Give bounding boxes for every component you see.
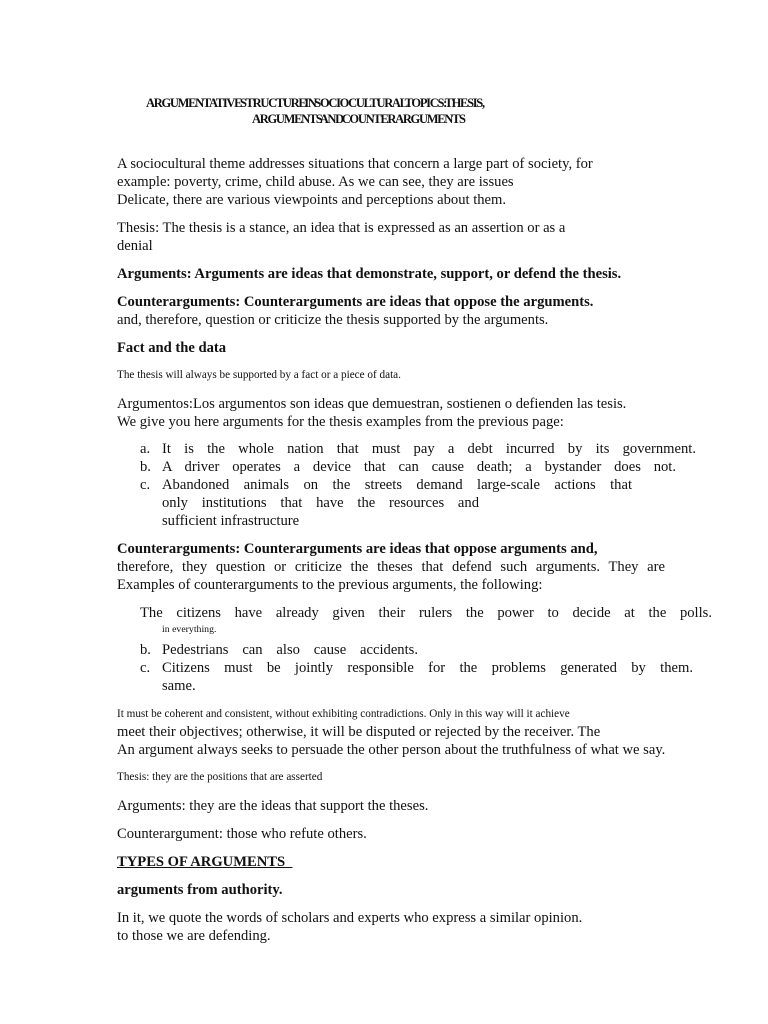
counterarguments-line-2: therefore, they question or criticize the theses that defend such arguments. They are [117, 559, 665, 575]
arg-list-item-c-line-3: sufficient infrastructure [162, 513, 300, 529]
counter-list-item-a-tail: in everything. [162, 624, 217, 635]
intro-line-2: example: poverty, crime, child abuse. As we can see, they are issues [117, 174, 514, 190]
title-line-1: ARGUMENTATIVE STRUCTURE IN SOCIOCULTURAL TOPICS: THESIS, [146, 96, 484, 110]
argumentos-line-2: We give you here arguments for the thesis examples from the previous page: [117, 414, 564, 430]
intro-line-1: A sociocultural theme addresses situations that concern a large part of society, for [117, 156, 593, 172]
coherent-line-2: meet their objectives; otherwise, it will be disputed or rejected by the receiver. The [117, 724, 601, 740]
arguments-summary: Arguments: they are the ideas that support the theses. [117, 798, 429, 814]
counter-list-item-c: Citizens must be jointly responsible for the problems generated by them. [162, 660, 693, 676]
counterarguments-definition-line-1: Counterarguments: Counterarguments are ideas that oppose the arguments. [117, 294, 594, 310]
arguments-definition: Arguments: Arguments are ideas that demonstrate, support, or defend the thesis. [117, 266, 622, 282]
counterarguments-definition-line-2: and, therefore, question or criticize the thesis supported by the arguments. [117, 312, 549, 328]
counter-list-item-b: Pedestrians can also cause accidents. [162, 642, 418, 658]
argumentos-line-1: Argumentos:Los argumentos son ideas que demuestran, sostienen o defienden las tesis. [117, 396, 627, 412]
arg-list-marker-a: a. [140, 441, 151, 457]
counterarguments-line-3: Examples of counterarguments to the previous arguments, the following: [117, 577, 543, 593]
fact-heading: Fact and the data [117, 340, 227, 356]
counterargument-summary: Counterargument: those who refute others. [117, 826, 367, 842]
thesis-summary: Thesis: they are the positions that are asserted [117, 771, 323, 783]
authority-line-1: In it, we quote the words of scholars and experts who express a similar opinion. [117, 910, 583, 926]
types-heading-underline-tail [285, 854, 292, 870]
counter-list-item-c-tail: same. [162, 678, 196, 694]
coherent-line-1: It must be coherent and consistent, without exhibiting contradictions. Only in this way will it achieve [117, 708, 570, 720]
thesis-line-2: denial [117, 238, 153, 254]
authority-heading: arguments from authority. [117, 882, 283, 898]
intro-line-3: Delicate, there are various viewpoints and perceptions about them. [117, 192, 507, 208]
arg-list-marker-c: c. [140, 477, 151, 493]
coherent-line-3: An argument always seeks to persuade the other person about the truthfulness of what we say. [117, 742, 666, 758]
types-heading-text: TYPES OF ARGUMENTS [117, 854, 286, 870]
types-heading [117, 853, 292, 871]
arg-list-item-a: It is the whole nation that must pay a debt incurred by its government. [162, 441, 696, 457]
arg-list-marker-b: b. [140, 459, 151, 475]
title-line-2: ARGUMENTS AND COUNTERARGUMENTS [252, 112, 465, 126]
counter-list-marker-b: b. [140, 642, 151, 658]
thesis-line-1: Thesis: The thesis is a stance, an idea that is expressed as an assertion or as a [117, 220, 566, 236]
arg-list-item-c-line-2: only institutions that have the resources and [162, 495, 479, 511]
counterarguments-line-1: Counterarguments: Counterarguments are ideas that oppose arguments and, [117, 541, 598, 557]
arg-list-item-b: A driver operates a device that can cause death; a bystander does not. [162, 459, 676, 475]
authority-line-2: to those we are defending. [117, 928, 271, 944]
arg-list-item-c-line-1: Abandoned animals on the streets demand large-scale actions that [162, 477, 632, 493]
counter-list-item-a: The citizens have already given their rulers the power to decide at the polls. [140, 605, 712, 621]
counter-list-marker-c: c. [140, 660, 151, 676]
fact-text: The thesis will always be supported by a fact or a piece of data. [117, 369, 401, 381]
